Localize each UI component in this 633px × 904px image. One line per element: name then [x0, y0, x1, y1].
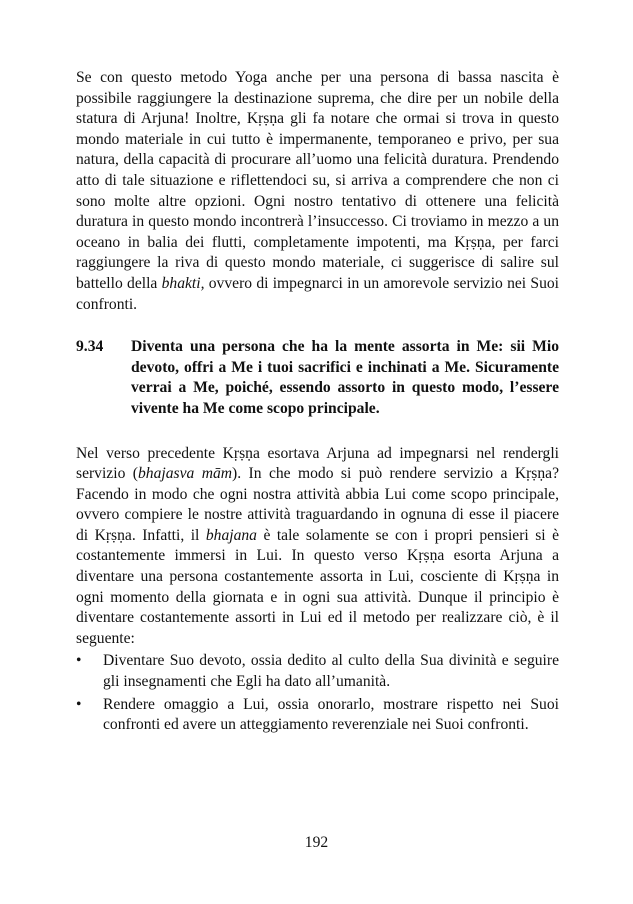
commentary-paragraph-2 [76, 444, 559, 650]
paragraph-text: Nel verso precedente Kṛṣṇa esortava Arjuna ad impegnarsi nel rendergli servizio ( [76, 444, 559, 483]
bullet-text: Diventare Suo devoto, ossia dedito al culto della Sua divinità e seguire gli insegnamenti che Egli ha dato all’umanità. [103, 652, 559, 691]
italic-term-bhajasva-mam: bhajasva mām [137, 465, 233, 483]
italic-term-bhakti: bhakti, [161, 274, 205, 292]
paragraph-text: Se con questo metodo Yoga anche per una persona di bassa nascita è possibile raggiungere la destinazione suprema, che dire per un nobile della statura di Arjuna! Inoltre, Kṛṣṇa gli fa notare che ormai si trova in questo mondo materiale in cui tutto è impermanente, temporaneo e privo, per sua natura, della capacità di procurare all’uomo una felicità duratura. Prendendo atto di tale situazione e riflettendoci su, si arriva a comprendere che non ci sono molte altre opzioni. Ogni nostro tentativo di ottenere una felicità duratura in questo mondo incontrerà l’insuccesso. Ci troviamo in mezzo a un oceano in balia dei flutti, completamente impotenti, ma Kṛṣṇa, per farci raggiungere la riva di questo mondo materiale, ci suggerisce di salire sul battello della [76, 69, 559, 292]
bullet-icon: • [76, 652, 82, 670]
paragraph-text: è tale solamente se con i propri pensieri si è costantemente immersi in Lui. In questo verso Kṛṣṇa esorta Arjuna a diventare una persona costantemente assorta in Lui, cosciente di Kṛṣṇa in ogni momento della giornata e in ogni sua attività. Dunque il principio è diventare costantemente assorti in Lui ed il metodo per realizzare ciò, è il seguente: [76, 526, 560, 647]
verse-text: Diventa una persona che ha la mente assorta in Me: sii Mio devoto, offri a Me i tuoi sacrifici e inchinati a Me. Sicuramente verrai a Me, poiché, essendo assorto in questo modo, l’essere vivente ha Me come scopo principale. [131, 338, 559, 417]
paragraph-text: ). In che modo si può rendere servizio a Kṛṣṇa? Facendo in modo che ogni nostra attività abbia Lui come scopo principale, ovvero compiere le nostre attività traguardando in ognuna di esse il piacere di Kṛṣṇa. Infatti, il [76, 465, 559, 544]
bullet-item [76, 695, 559, 736]
italic-term-bhajana: bhajana [205, 526, 257, 544]
page-number: 192 [304, 834, 329, 851]
page-body [76, 68, 559, 736]
bullet-icon: • [76, 695, 82, 713]
verse-block [76, 337, 559, 419]
bullet-list [76, 651, 559, 735]
paragraph-text: ovvero di impegnarci in un amorevole servizio nei Suoi confronti. [76, 274, 560, 313]
commentary-paragraph-1 [76, 68, 559, 315]
bullet-text: Rendere omaggio a Lui, ossia onorarlo, mostrare rispetto nei Suoi confronti ed avere un atteggiamento reverenziale nei Suoi confronti. [103, 695, 559, 734]
bullet-item [76, 651, 559, 692]
verse-number: 9.34 [76, 338, 104, 356]
